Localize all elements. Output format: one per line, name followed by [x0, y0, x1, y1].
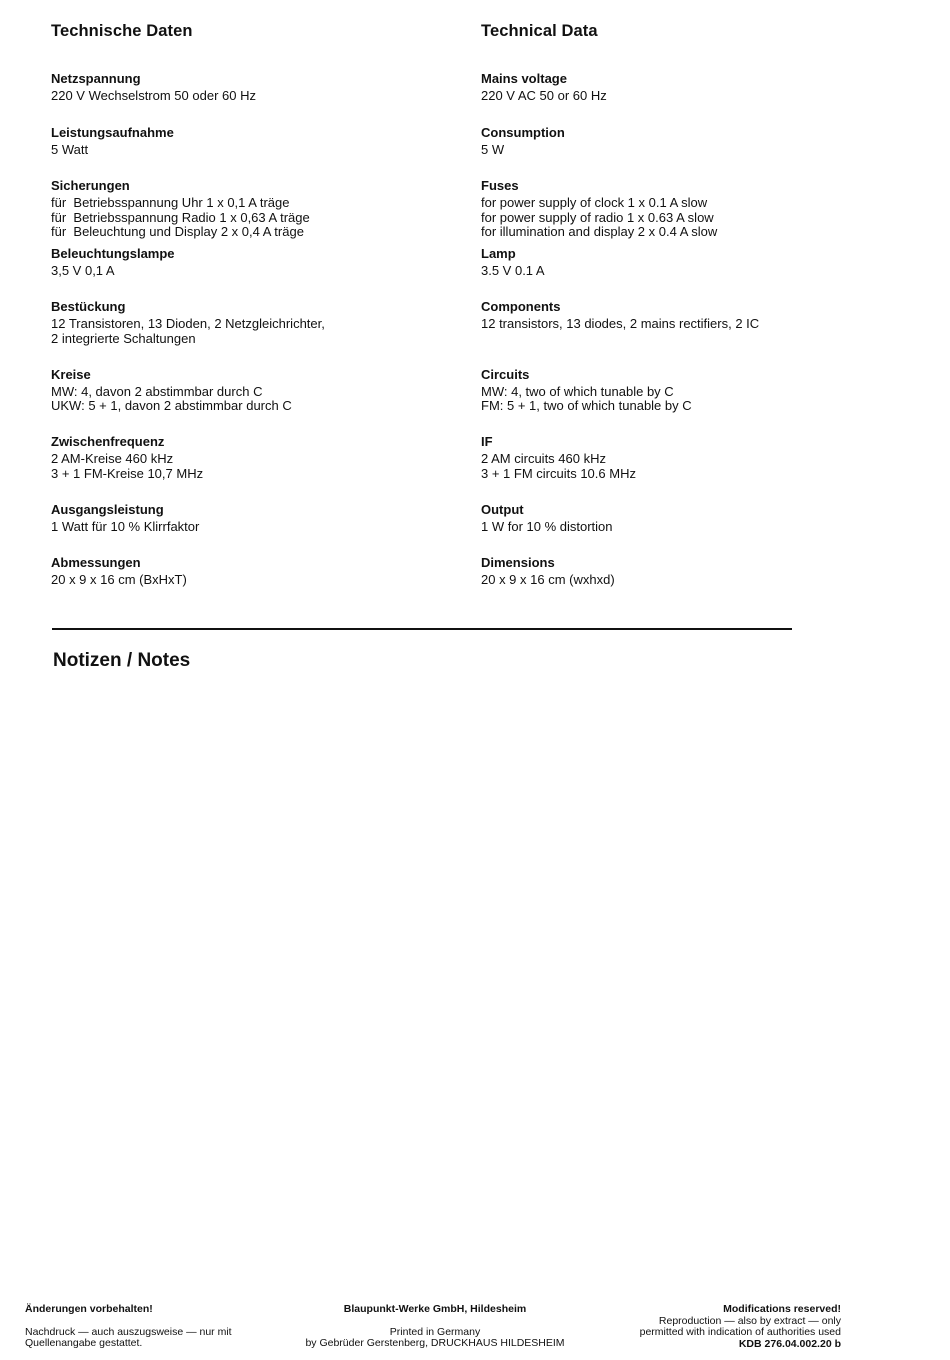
- spec-label: Dimensions: [481, 555, 555, 570]
- spec-lamp-en: [481, 246, 901, 300]
- spec-label: Components: [481, 299, 561, 314]
- spec-value: 5 W: [481, 141, 505, 157]
- footer-right-title: Modifications reserved!: [723, 1303, 841, 1315]
- spec-value: 20 x 9 x 16 cm (BxHxT): [51, 572, 187, 587]
- spec-consumption-en: [481, 125, 901, 179]
- spec-value: FM: 5 + 1, two of which tunable by C: [481, 398, 692, 413]
- spec-value: 3 + 1 FM circuits 10.6 MHz: [481, 465, 636, 481]
- spec-value: 220 V AC 50 or 60 Hz: [481, 88, 607, 103]
- footer-center-line: by Gebrüder Gerstenberg, DRUCKHAUS HILDESHEIM: [305, 1337, 565, 1349]
- spec-value: 20 x 9 x 16 cm (wxhxd): [481, 572, 615, 587]
- spec-label: Kreise: [51, 366, 91, 382]
- footer-right: [560, 1304, 841, 1350]
- document-code: KDB 276.04.002.20 b: [738, 1337, 841, 1350]
- spec-label: Fuses: [481, 178, 519, 193]
- spec-value: 2 AM-Kreise 460 kHz: [51, 451, 174, 466]
- spec-label: Sicherungen: [51, 178, 130, 193]
- spec-value: 5 Watt: [51, 141, 89, 157]
- spec-label: Leistungsaufnahme: [51, 124, 174, 140]
- footer-center-title: Blaupunkt-Werke GmbH, Hildesheim: [343, 1303, 527, 1315]
- spec-value: 3 + 1 FM-Kreise 10,7 MHz: [51, 465, 204, 481]
- spec-value: 2 integrierte Schaltungen: [51, 330, 196, 346]
- spec-consumption-de: [51, 125, 451, 179]
- spec-value: 1 W for 10 % distortion: [481, 518, 613, 534]
- spec-label: Abmessungen: [51, 555, 141, 570]
- spec-value: UKW: 5 + 1, davon 2 abstimmbar durch C: [51, 398, 292, 413]
- spec-label: Circuits: [481, 366, 530, 382]
- spec-value: MW: 4, davon 2 abstimmbar durch C: [51, 383, 263, 399]
- spec-label: Mains voltage: [481, 71, 567, 86]
- german-column: [51, 22, 451, 609]
- spec-value: für Betriebsspannung Radio 1 x 0,63 A träge: [51, 209, 310, 225]
- footer-center-line: Printed in Germany: [389, 1325, 481, 1338]
- spec-value: for power supply of clock 1 x 0.1 A slow: [481, 195, 708, 210]
- spec-components-en: [481, 299, 901, 367]
- spec-fuses-de: [51, 178, 451, 246]
- spec-if-de: [51, 434, 451, 502]
- footer-center: [280, 1304, 590, 1350]
- spec-label: Beleuchtungslampe: [51, 245, 175, 261]
- spec-if-en: [481, 434, 901, 502]
- spec-mains-voltage-en: [481, 71, 901, 125]
- spec-value: MW: 4, two of which tunable by C: [481, 383, 674, 399]
- spec-value: für Beleuchtung und Display 2 x 0,4 A träge: [51, 224, 304, 239]
- english-column: [481, 22, 901, 609]
- spec-mains-voltage-de: [51, 71, 451, 125]
- spec-fuses-en: [481, 178, 901, 246]
- spec-label: Zwischenfrequenz: [51, 434, 165, 449]
- section-divider: [52, 628, 792, 630]
- spec-value: for power supply of radio 1 x 0.63 A slow: [481, 209, 714, 225]
- spec-circuits-en: [481, 367, 901, 435]
- spec-value: 220 V Wechselstrom 50 oder 60 Hz: [51, 88, 256, 103]
- footer-left-title: Änderungen vorbehalten!: [25, 1303, 153, 1315]
- footer-right-line: permitted with indication of authorities used: [639, 1326, 841, 1338]
- spec-value: for illumination and display 2 x 0.4 A slow: [481, 224, 718, 239]
- german-heading: Technische Daten: [51, 22, 193, 40]
- spec-components-de: [51, 299, 451, 367]
- spec-value: für Betriebsspannung Uhr 1 x 0,1 A träge: [51, 195, 290, 210]
- spec-value: 12 transistors, 13 diodes, 2 mains rectifiers, 2 IC: [481, 316, 760, 331]
- spec-label: Lamp: [481, 245, 516, 261]
- spec-dimensions-de: [51, 555, 451, 609]
- spec-lamp-de: [51, 246, 451, 300]
- spec-output-de: [51, 502, 451, 556]
- spec-label: Netzspannung: [51, 71, 141, 86]
- spec-label: Output: [481, 501, 524, 517]
- spec-dimensions-en: [481, 555, 901, 609]
- spec-value: 1 Watt für 10 % Klirrfaktor: [51, 518, 200, 534]
- english-heading: Technical Data: [481, 22, 598, 40]
- spec-value: 3.5 V 0.1 A: [481, 262, 545, 278]
- spec-label: Bestückung: [51, 299, 126, 314]
- spec-label: IF: [481, 434, 493, 449]
- spec-circuits-de: [51, 367, 451, 435]
- footer-left-line: Nachdruck — auch auszugsweise — nur mit: [25, 1325, 232, 1338]
- spec-label: Consumption: [481, 124, 565, 140]
- spec-label: Ausgangsleistung: [51, 501, 164, 517]
- footer-left-line: Quellenangabe gestattet.: [25, 1337, 143, 1349]
- spec-value: 2 AM circuits 460 kHz: [481, 451, 606, 466]
- spec-output-en: [481, 502, 901, 556]
- spec-value: 12 Transistoren, 13 Dioden, 2 Netzgleichrichter,: [51, 316, 325, 331]
- spec-value: 3,5 V 0,1 A: [51, 262, 115, 278]
- footer-right-line: Reproduction — also by extract — only: [658, 1314, 841, 1327]
- notes-title: Notizen / Notes: [53, 650, 191, 671]
